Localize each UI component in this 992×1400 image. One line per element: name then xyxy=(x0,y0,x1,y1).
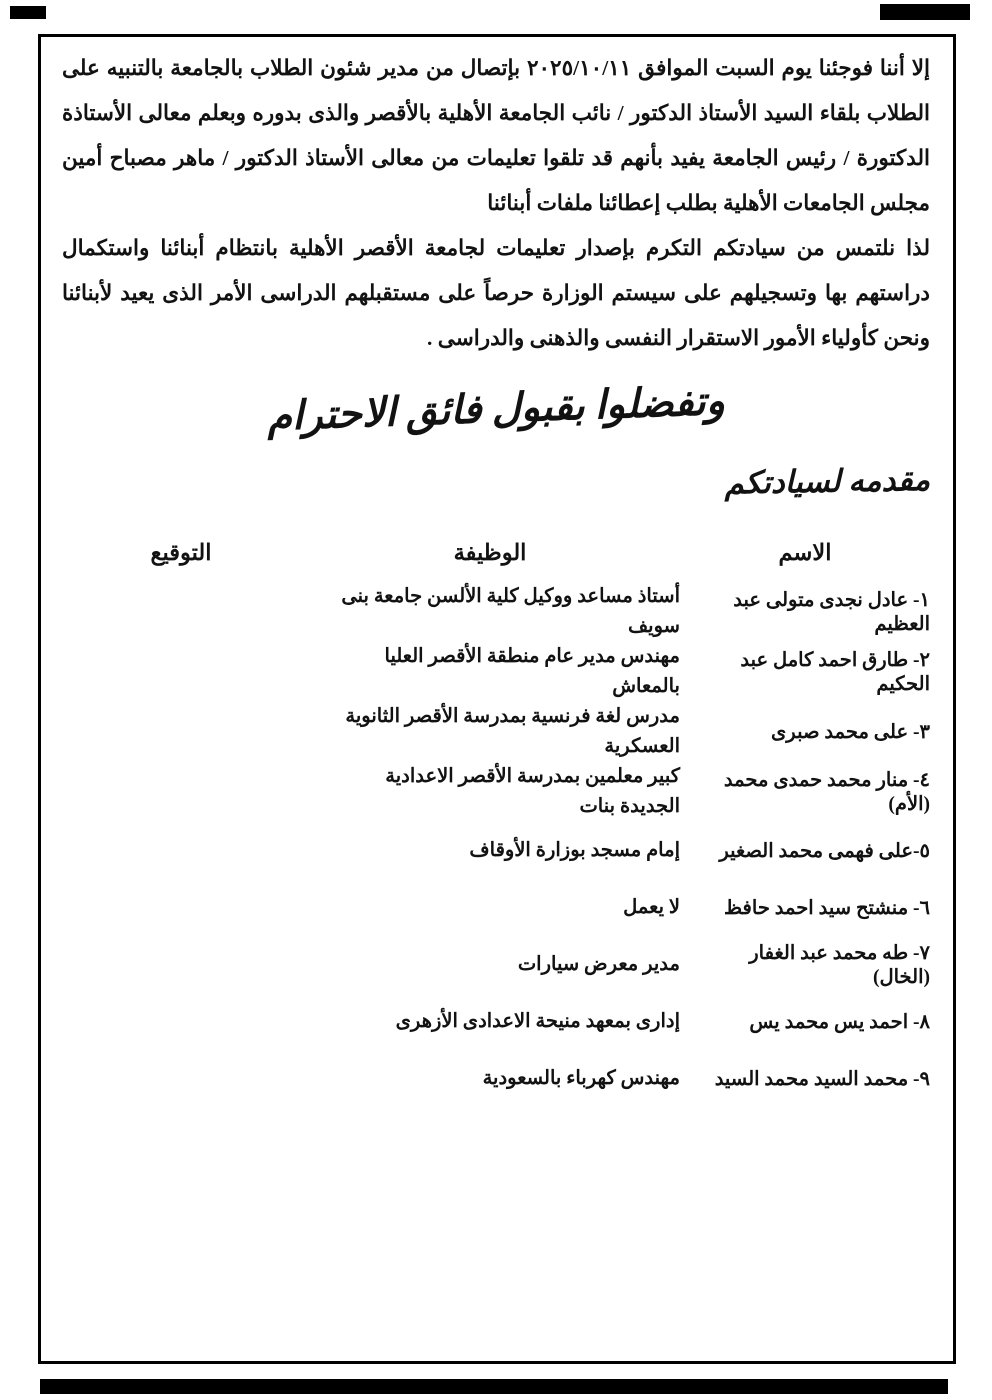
column-header-occupation: الوظيفة xyxy=(453,540,527,565)
column-header-name: الاسم xyxy=(778,540,832,565)
occupation-cell: مدير معرض سيارات xyxy=(517,953,680,975)
occupation-cell: إدارى بمعهد منيحة الاعدادى الأزهرى xyxy=(395,1010,680,1032)
body-paragraph-1: إلا أننا فوجئنا يوم السبت الموافق ٢٠٢٥/١٠/١١ بإتصال من مدير شئون الطلاب بالجامعة بالتنبيه على الطلاب بلقاء السيد الأستاذ الدكتور / نائب الجامعة الأهلية بالأقصر والذى بدوره وبعلم معالى الأستاذة الدكتورة / رئيس الجامعة يفيد بأنهم قد تلقوا تعليمات من معالى الأستاذ الدكتور / ماهر مصباح أمين مجلس الجامعات الأهلية بطلب إعطائنا ملفات أبنائنا xyxy=(62,56,930,215)
submitted-by-label: مقدمه لسيادتكم xyxy=(724,462,931,501)
occupation-cell: مدرس لغة فرنسية بمدرسة الأقصر الثانوية العسكرية xyxy=(345,706,680,757)
occupation-cell: لا يعمل xyxy=(623,896,680,918)
name-cell: ٤- منار محمد حمدى محمد (الأم) xyxy=(723,770,930,815)
signatories-table xyxy=(62,540,930,1107)
signature-cell xyxy=(62,672,300,673)
name-cell: ٧- طه محمد عبد الغفار (الخال) xyxy=(749,942,930,988)
name-cell: ١- عادل نجدى متولى عبد العظيم xyxy=(733,590,930,635)
signature-cell xyxy=(62,732,300,733)
table-row xyxy=(62,1050,930,1107)
name-cell: ٨- احمد يس محمد يس xyxy=(749,1011,930,1033)
table-row xyxy=(62,879,930,936)
occupation-cell: أستاذ مساعد ووكيل كلية الألسن جامعة بنى سويف xyxy=(341,586,680,637)
signature-cell xyxy=(62,612,300,613)
table-row xyxy=(62,702,930,762)
signature-cell xyxy=(62,907,300,908)
scan-artifact-top-left xyxy=(10,6,46,19)
name-cell: ٦- منشتح سيد احمد حافظ xyxy=(724,897,930,919)
signature-cell xyxy=(62,1021,300,1022)
scan-artifact-bottom xyxy=(40,1379,948,1394)
name-cell: ٩- محمد السيد محمد السيد xyxy=(714,1068,930,1090)
name-cell: ٢- طارق احمد كامل عبد الحكيم xyxy=(740,650,930,695)
signature-cell xyxy=(62,1078,300,1079)
table-row xyxy=(62,936,930,993)
scan-artifact-top-right xyxy=(880,4,970,20)
signature-cell xyxy=(62,964,300,965)
occupation-cell: إمام مسجد بوزارة الأوقاف xyxy=(469,839,680,861)
table-header-row xyxy=(62,540,930,566)
table-row xyxy=(62,762,930,822)
document-content xyxy=(62,46,930,1107)
body-paragraph-2: لذا نلتمس من سيادتكم التكرم بإصدار تعليمات لجامعة الأقصر الأهلية بانتظام أبنائنا واستكمال دراستهم بها وتسجيلهم على سيستم الوزارة حرصاً على مستقبلهم الدراسى الأمر الذى يعيد لأبنائنا ونحن كأولياء الأمور الاستقرار النفسى والذهنى والدراسى . xyxy=(62,236,930,350)
occupation-cell: كبير معلمين بمدرسة الأقصر الاعدادية الجديدة بنات xyxy=(385,766,680,817)
signature-cell xyxy=(62,850,300,851)
table-row xyxy=(62,822,930,879)
signature-cell xyxy=(62,792,300,793)
closing-salutation: وتفضلوا بقبول فائق الاحترام xyxy=(266,378,726,439)
table-row xyxy=(62,642,930,702)
occupation-cell: مهندس مدير عام منطقة الأقصر العليا بالمعاش xyxy=(384,646,680,697)
name-cell: ٥-على فهمى محمد الصغير xyxy=(719,840,930,862)
name-cell: ٣- على محمد صبرى xyxy=(771,722,930,743)
column-header-signature: التوقيع xyxy=(150,540,212,565)
table-row xyxy=(62,582,930,642)
occupation-cell: مهندس كهرباء بالسعودية xyxy=(482,1067,680,1089)
table-row xyxy=(62,993,930,1050)
